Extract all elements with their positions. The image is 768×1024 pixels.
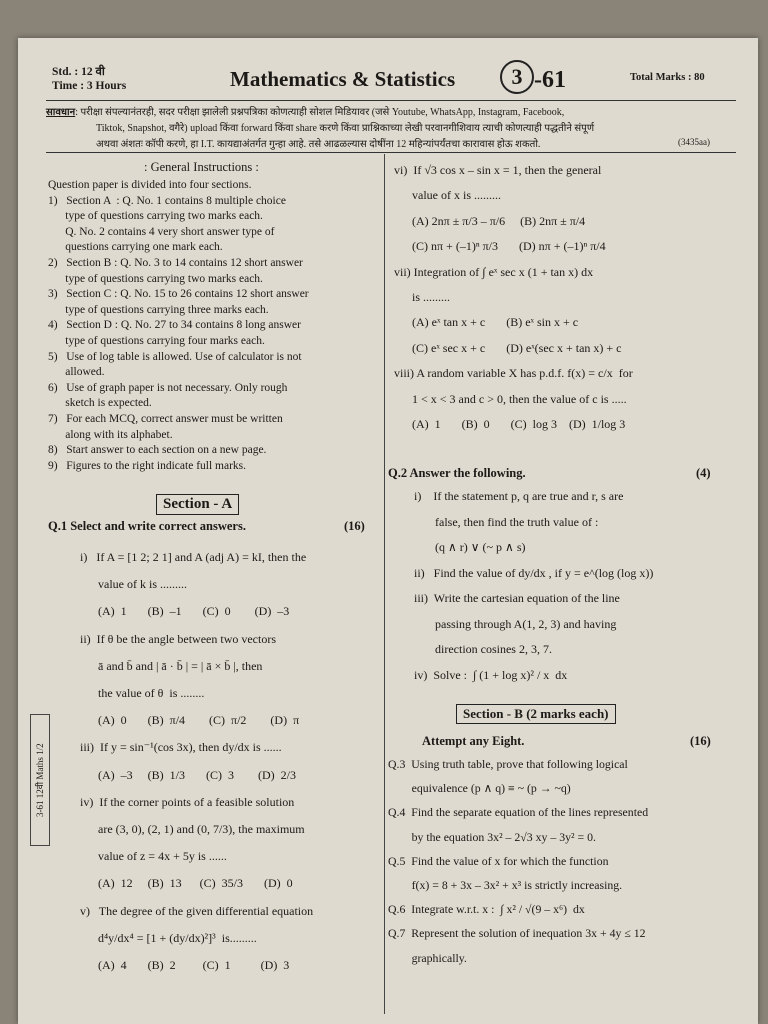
question-line: ii) Find the value of dy/dx , if y = e^(log (log x)) [414,565,654,580]
total-marks: Total Marks : 80 [630,72,705,83]
instruction-line: type of questions carrying two marks each. [48,210,263,223]
instruction-line: questions carrying one mark each. [48,241,223,254]
option-line: (C) nπ + (–1)ⁿ π/3 (D) nπ + (–1)ⁿ π/4 [394,239,606,254]
question-line: are (3, 0), (2, 1) and (0, 7/3), the maximum [80,822,305,837]
question-line: iii) Write the cartesian equation of the line [414,591,620,605]
option-line: (C) eˣ sec x + c (D) eˣ(sec x + tan x) + c [394,340,622,355]
instruction-line: 3) Section C : Q. No. 15 to 26 contains 12 short answer [48,288,309,301]
option-line: (A) –3 (B) 1/3 (C) 3 (D) 2/3 [80,767,296,782]
warning-ref: (3435aa) [678,137,710,147]
column-divider [384,154,385,1014]
instruction-line: 4) Section D : Q. No. 27 to 34 contains 8 long answer [48,319,301,332]
warning-text-1: : परीक्षा संपल्यानंतरही, सदर परीक्षा झालेली प्रश्नपत्रिका कोणत्याही सोशल मिडियावर (जसे Youtube, WhatsApp, Instagram, Facebook, [75,107,565,118]
question-line: value of x is ......... [394,188,501,203]
question-line: ā and b̄ and | ā · b̄ | = | ā × b̄ |, then [80,658,263,673]
paper-title: Mathematics & Statistics [230,67,456,91]
q1-left-questions [80,544,380,979]
question-line: ii) If θ be the angle between two vectors [80,631,277,646]
question-line: Q.4 Find the separate equation of the lines represented [388,805,649,820]
std-label: Std. : 12 वी [52,66,105,78]
paper-code-number: 3 [500,60,534,94]
question-line: Q.7 Represent the solution of inequation 3x + 4y ≤ 12 [388,926,646,941]
header-divider [46,100,736,101]
question-line: Q.5 Find the value of x for which the function [388,853,609,868]
q2-marks: (4) [696,466,711,480]
section-b-attempt: Attempt any Eight. [422,734,525,748]
instruction-line: 6) Use of graph paper is not necessary. Only rough [48,381,288,394]
q1-heading: Q.1 Select and write correct answers. [48,519,246,533]
exam-paper [18,38,758,1024]
paper-code [500,60,566,94]
instruction-line: along with its alphabet. [48,428,173,441]
section-b-marks: (16) [690,734,711,748]
instruction-line: 2) Section B : Q. No. 3 to 14 contains 12 short answer [48,256,303,269]
option-line: (A) 12 (B) 13 (C) 35/3 (D) 0 [80,876,293,891]
question-line: false, then find the truth value of : [414,514,599,529]
instruction-line: 9) Figures to the right indicate full marks. [48,459,247,472]
q2-heading: Q.2 Answer the following. [388,466,526,480]
warning-label: सावधान [46,107,76,118]
warning-line-1 [46,104,564,118]
question-line: iv) If the corner points of a feasible solution [80,794,295,809]
question-line: passing through A(1, 2, 3) and having [414,616,617,631]
question-line: vi) If √3 cos x – sin x = 1, then the general [394,163,602,177]
option-line: (A) eˣ tan x + c (B) eˣ sin x + c [394,315,579,330]
option-line: (A) 0 (B) π/4 (C) π/2 (D) π [80,713,300,728]
instruction-line: Q. No. 2 contains 4 very short answer type of [48,225,275,238]
warning-line-3: अथवा अंशतः कॉपी करणे, हा I.T. कायद्याअंतर्गत गुन्हा आहे. तसे आढळल्यास दोषींना 12 महिन्यांपर्यंतचा कारावास होऊ शकतो. [96,139,541,150]
question-line: i) If A = [1 2; 2 1] and A (adj A) = kI, then the [80,550,307,564]
option-line: (A) 2nπ ± π/3 – π/6 (B) 2nπ ± π/4 [394,213,586,228]
section-a-label: Section - A [156,494,239,515]
question-line: iii) If y = sin⁻¹(cos 3x), then dy/dx is ...... [80,740,282,755]
q2-questions [414,484,736,688]
instruction-line: allowed. [48,366,105,379]
warning-divider [46,152,736,153]
question-line: (q ∧ r) ∨ (~ p ∧ s) [414,540,526,554]
instruction-line: sketch is expected. [48,397,152,410]
instruction-line: Question paper is divided into four sections. [48,179,252,191]
section-b-questions [388,752,734,970]
option-line: (A) 1 (B) –1 (C) 0 (D) –3 [80,604,290,619]
option-line: (A) 4 (B) 2 (C) 1 (D) 3 [80,958,290,973]
instruction-line: 1) Section A : Q. No. 1 contains 8 multiple choice [48,194,286,207]
question-line: by the equation 3x² – 2√3 xy – 3y² = 0. [388,829,596,844]
instructions-list [48,178,382,474]
question-line: direction cosines 2, 3, 7. [414,642,552,656]
question-line: equivalence (p ∧ q) ≡ ~ (p → ~q) [388,781,571,796]
question-line: the value of θ is ........ [80,686,205,701]
section-b-label: Section - B (2 marks each) [456,704,616,724]
question-line: vii) Integration of ∫ eˣ sec x (1 + tan x) dx [394,264,594,279]
option-line: (A) 1 (B) 0 (C) log 3 (D) 1/log 3 [394,417,626,432]
question-line: Q.3 Using truth table, prove that following logical [388,757,628,771]
question-line: 1 < x < 3 and c > 0, then the value of c is ..... [394,391,627,406]
question-line: value of k is ......... [80,577,187,592]
side-tab-code: 3-61 12वी Maths 1/2 [30,714,50,846]
question-line: viii) A random variable X has p.d.f. f(x) = c/x for [394,366,633,381]
warning-line-2: Tiktok, Snapshot, वगैरे) upload किंवा forward किंवा share करणे किंवा प्राश्निकाच्या लेखी परवानगीशिवाय त्याची कोणत्याही पद्धतीने संपूर्ण [96,123,595,134]
question-line: d⁴y/dx⁴ = [1 + (dy/dx)²]³ is......... [80,930,257,945]
question-line: graphically. [388,950,467,965]
instruction-line: type of questions carrying three marks each. [48,303,269,316]
question-line: value of z = 4x + 5y is ...... [80,849,227,864]
instructions-heading: : General Instructions : [144,160,259,174]
time-label: Time : 3 Hours [52,80,127,92]
instruction-line: 7) For each MCQ, correct answer must be written [48,412,283,425]
q1-right-questions [394,158,734,437]
question-line: i) If the statement p, q are true and r, s are [414,489,624,503]
instruction-line: 8) Start answer to each section on a new page. [48,444,267,457]
question-line: f(x) = 8 + 3x – 3x² + x³ is strictly increasing. [388,878,623,893]
instruction-line: type of questions carrying two marks each. [48,272,263,285]
instruction-line: 5) Use of log table is allowed. Use of calculator is not [48,350,302,363]
question-line: Q.6 Integrate w.r.t. x : ∫ x² / √(9 – x⁶) dx [388,902,585,917]
q1-marks: (16) [344,519,365,533]
question-line: is ......... [394,290,451,305]
question-line: iv) Solve : ∫ (1 + log x)² / x dx [414,667,568,682]
instruction-line: type of questions carrying four marks each. [48,334,265,347]
question-line: v) The degree of the given differential equation [80,903,314,918]
paper-code-suffix: -61 [534,66,566,93]
